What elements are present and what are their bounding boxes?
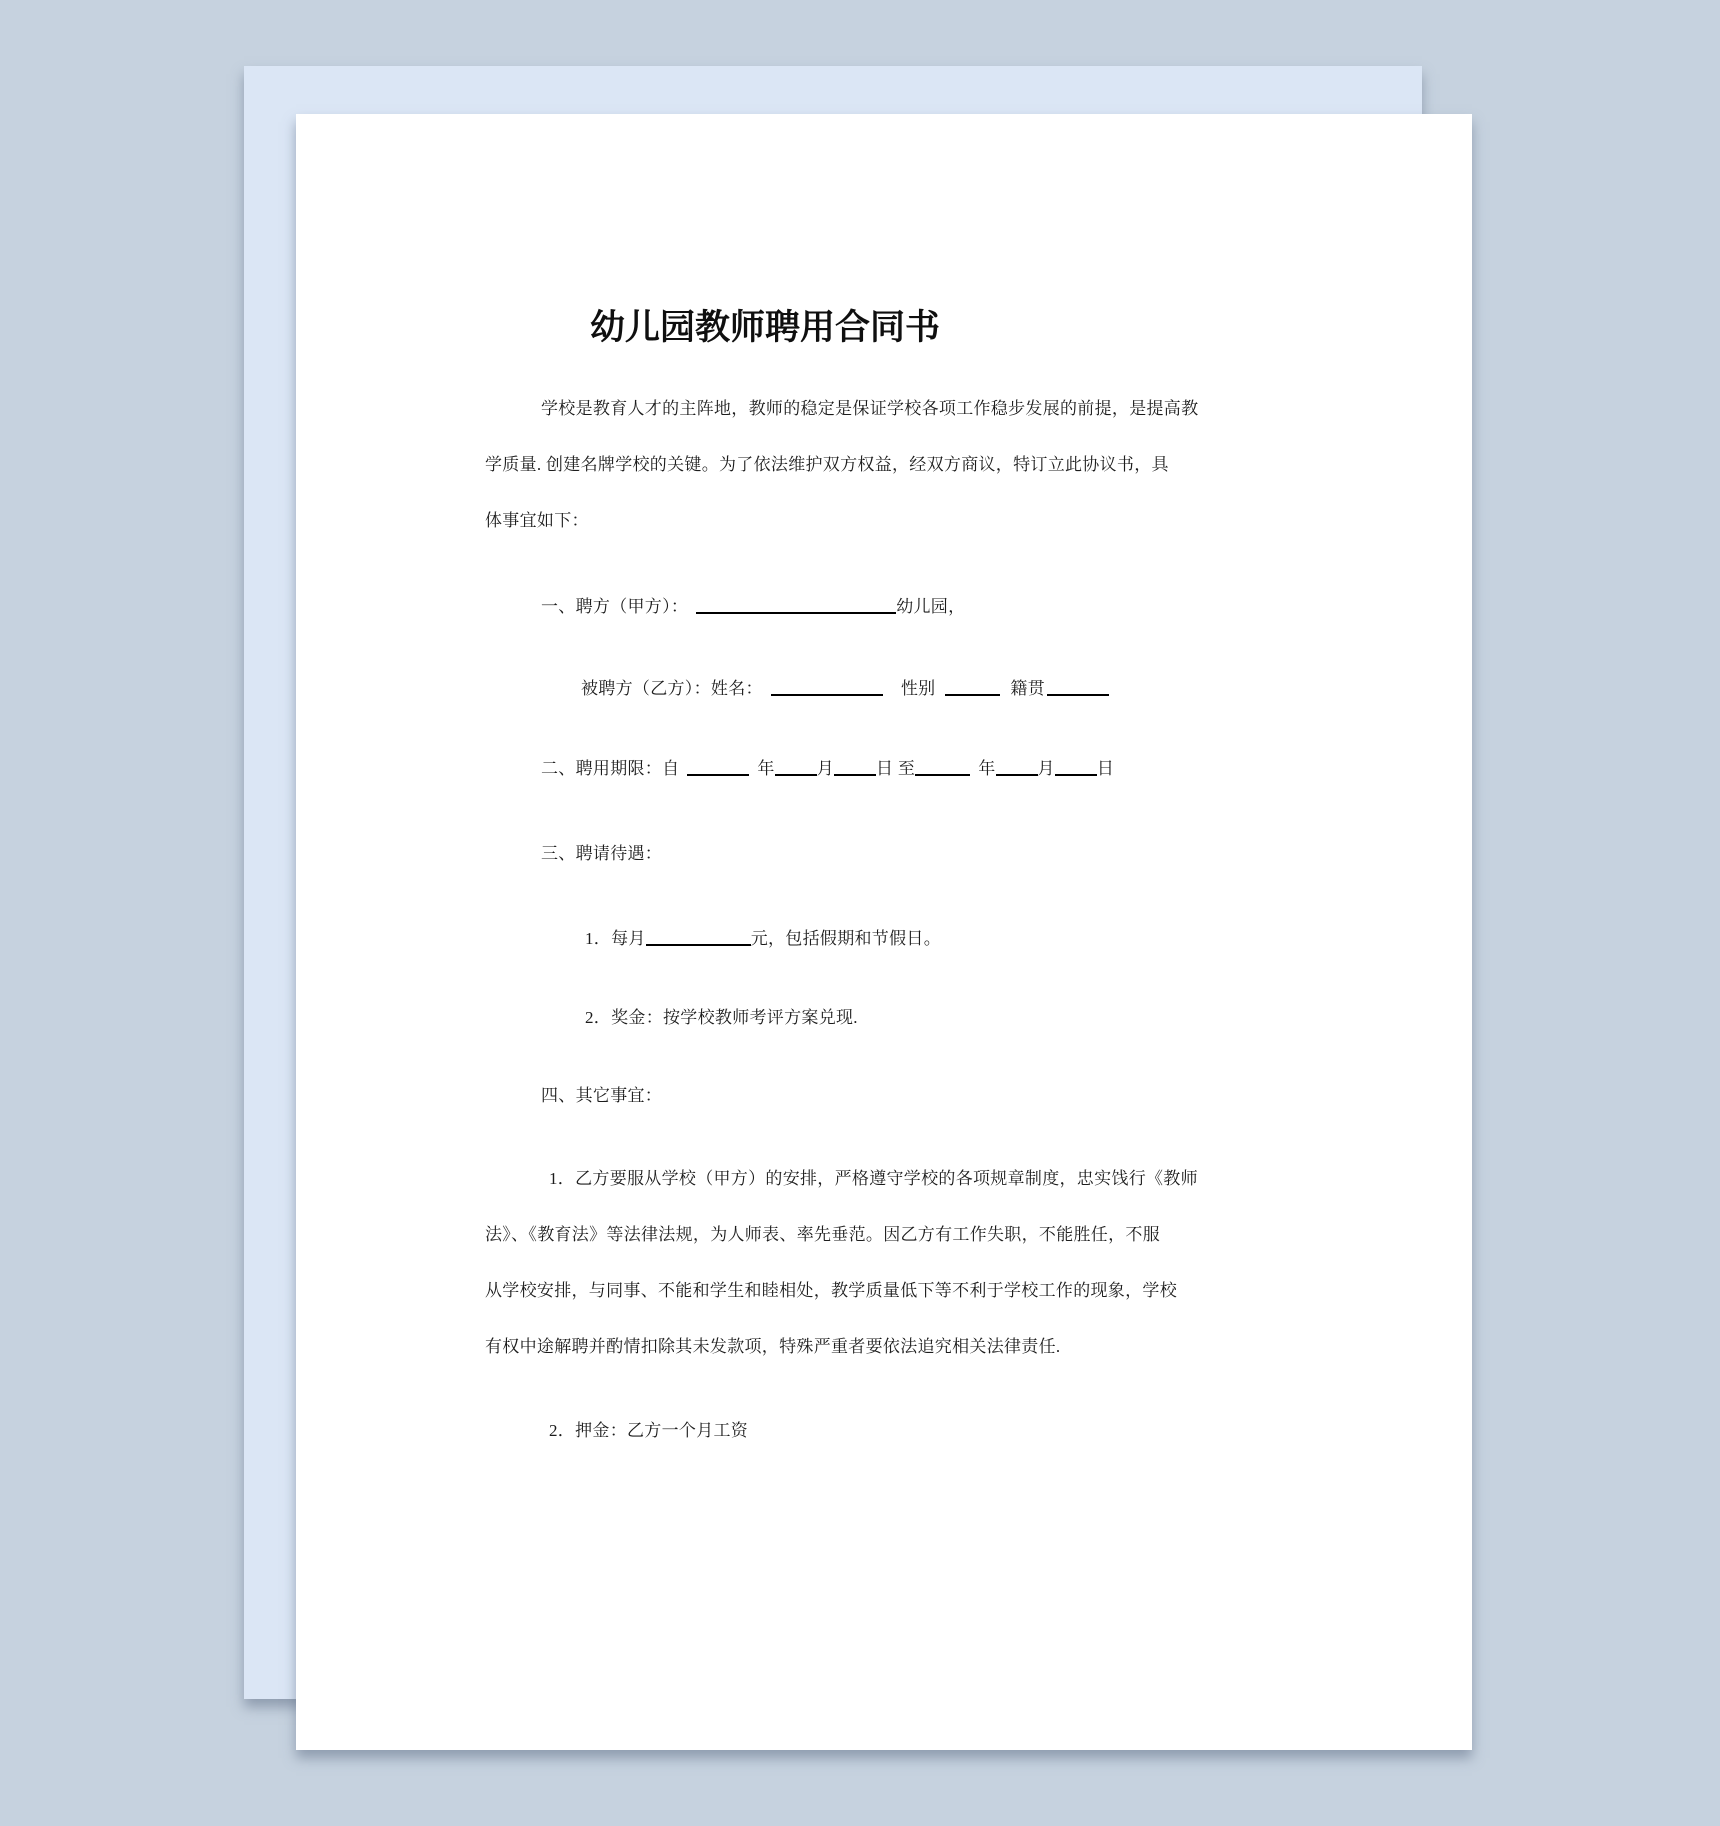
gender-blank xyxy=(945,677,1000,696)
other-item1-line-4: 有权中途解聘并酌情扣除其未发款项，特殊严重者要依法追究相关法律责任. xyxy=(485,1337,1061,1356)
document-title: 幼儿园教师聘用合同书 xyxy=(589,308,940,347)
end-day-blank xyxy=(1055,757,1097,776)
clause-term-line xyxy=(541,755,1114,780)
clause-party-b-line xyxy=(581,675,1109,700)
end-year-blank xyxy=(915,757,970,776)
clause-party-a-line xyxy=(541,593,965,618)
end-year-label: 年 xyxy=(978,759,996,778)
salary-prefix: 1．每月 xyxy=(585,929,646,948)
start-month-blank xyxy=(775,757,817,776)
other-item1-line-2: 法》、《教育法》等法律法规，为人师表、率先垂范。因乙方有工作失职，不能胜任，不服 xyxy=(485,1225,1160,1244)
party-b-label: 被聘方（乙方）：姓名： xyxy=(581,679,763,698)
clause-treatment-heading: 三、聘请待遇： xyxy=(541,844,663,863)
contract-page xyxy=(296,114,1472,1750)
start-day-to-label: 日 至 xyxy=(876,759,916,778)
end-month-label: 月 xyxy=(1037,759,1055,778)
gender-label: 性别 xyxy=(900,679,936,698)
intro-line-1: 学校是教育人才的主阵地，教师的稳定是保证学校各项工作稳步发展的前提，是提高教 xyxy=(541,399,1199,418)
other-item1-line-1: 1．乙方要服从学校（甲方）的安排，严格遵守学校的各项规章制度，忠实饯行《教师 xyxy=(549,1169,1198,1188)
clause-other-heading: 四、其它事宜： xyxy=(541,1086,663,1105)
term-label: 二、聘用期限：自 xyxy=(541,759,680,778)
start-day-blank xyxy=(834,757,876,776)
other-item1-line-3: 从学校安排，与同事、不能和学生和睦相处，教学质量低下等不利于学校工作的现象，学校 xyxy=(485,1281,1177,1300)
salary-line xyxy=(585,925,941,950)
name-blank xyxy=(771,677,883,696)
intro-line-2: 学质量. 创建名牌学校的关键。为了依法维护双方权益，经双方商议，特订立此协议书，具 xyxy=(485,455,1169,474)
document-body xyxy=(485,114,1199,1750)
end-day-label: 日 xyxy=(1096,759,1115,778)
salary-blank xyxy=(646,927,751,946)
intro-line-3: 体事宜如下： xyxy=(485,511,589,530)
start-month-label: 月 xyxy=(816,759,835,778)
party-a-suffix: 幼儿园， xyxy=(896,597,966,616)
salary-suffix: 元，包括假期和节假日。 xyxy=(750,929,942,948)
end-month-blank xyxy=(996,757,1038,776)
start-year-blank xyxy=(687,757,749,776)
origin-label: 籍贯 xyxy=(1010,679,1046,698)
party-a-name-blank xyxy=(696,595,896,614)
party-a-label: 一、聘方（甲方）： xyxy=(541,597,689,616)
origin-blank xyxy=(1047,677,1109,696)
bonus-line: 2．奖金：按学校教师考评方案兑现. xyxy=(585,1008,858,1027)
deposit-line: 2．押金：乙方一个月工资 xyxy=(549,1421,749,1440)
start-year-label: 年 xyxy=(757,759,775,778)
